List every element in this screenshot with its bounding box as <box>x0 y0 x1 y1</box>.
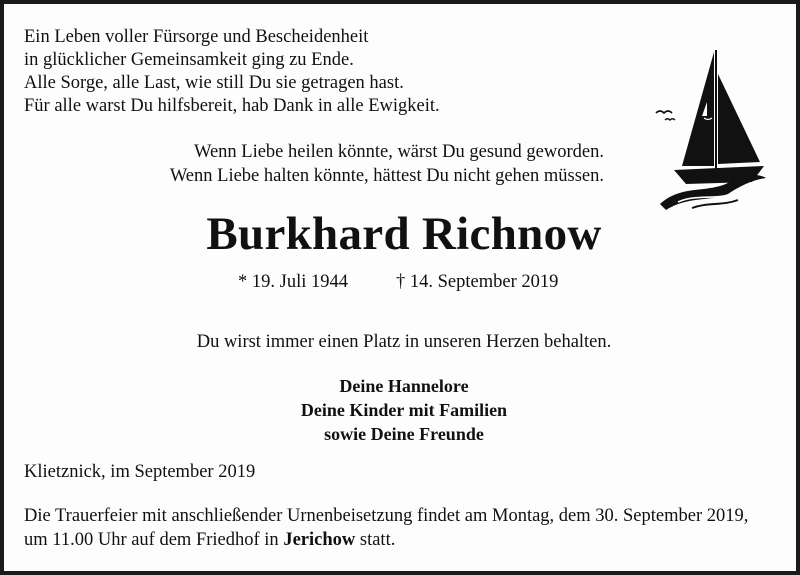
birth-date: * 19. Juli 1944 <box>238 272 348 292</box>
funeral-line: Die Trauerfeier mit anschließender Urnenbeisetzung findet am Montag, dem 30. September 2019, <box>24 506 749 526</box>
poem-line: Für alle warst Du hilfsbereit, hab Dank in alle Ewigkeit. <box>24 96 440 116</box>
quote-line: Wenn Liebe halten könnte, hättest Du nicht gehen müssen. <box>169 166 604 186</box>
poem-line: in glücklicher Gemeinsamkeit ging zu Ende. <box>24 50 354 70</box>
birds-icon <box>656 111 675 120</box>
mourner-line: sowie Deine Freunde <box>324 424 484 444</box>
funeral-notice <box>24 504 789 552</box>
funeral-location: Jerichow <box>283 530 356 550</box>
poem <box>24 26 440 118</box>
quote <box>154 140 604 188</box>
poem-line: Alle Sorge, alle Last, wie still Du sie getragen hast. <box>24 73 404 93</box>
poem-line: Ein Leben voller Fürsorge und Bescheidenheit <box>24 27 369 47</box>
mourner-line: Deine Hannelore <box>339 376 469 396</box>
place-and-date: Klietznick, im September 2019 <box>24 462 256 482</box>
deceased-name: Burkhard Richnow <box>206 208 602 260</box>
mourners <box>4 374 800 446</box>
funeral-suffix: statt. <box>355 530 396 550</box>
funeral-time-text: um 11.00 Uhr auf dem Friedhof in <box>24 530 284 550</box>
motto: Du wirst immer einen Platz in unseren Herzen behalten. <box>196 332 612 352</box>
quote-line: Wenn Liebe heilen könnte, wärst Du gesund geworden. <box>193 142 604 162</box>
death-date: † 14. September 2019 <box>396 272 559 292</box>
funeral-line <box>24 528 789 552</box>
sailboat-icon <box>652 44 770 212</box>
mourner-line: Deine Kinder mit Familien <box>300 400 508 420</box>
